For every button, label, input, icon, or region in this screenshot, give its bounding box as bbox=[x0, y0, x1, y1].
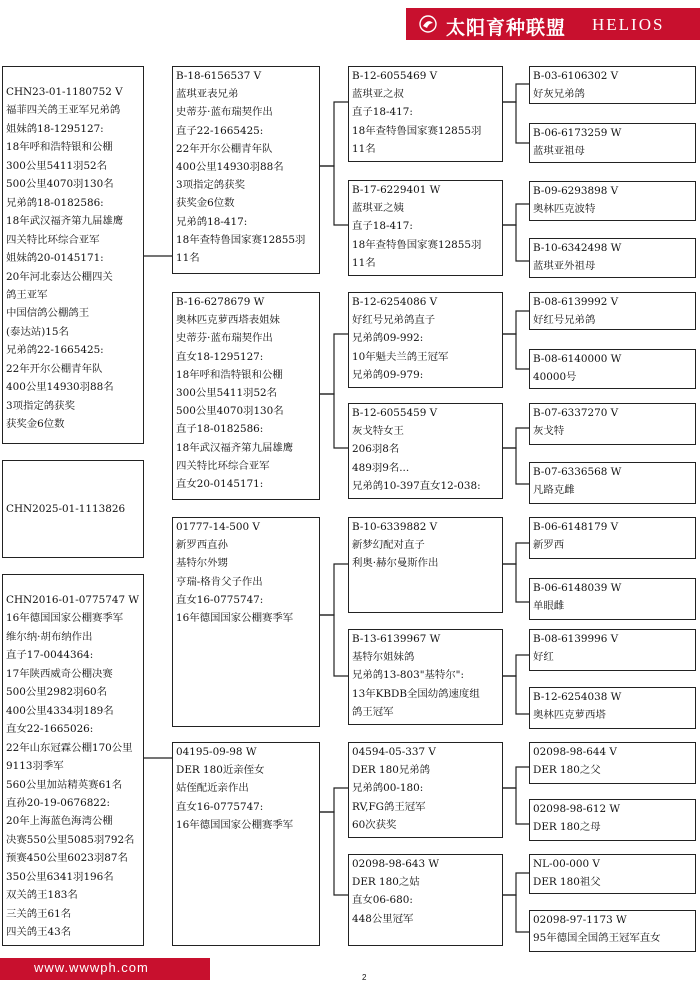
pedigree-line: 20年河北泰达公棚四关 bbox=[6, 270, 113, 283]
pedigree-box-dam-sire bbox=[172, 517, 320, 727]
pedigree-line: DER 180近亲侄女 bbox=[176, 764, 265, 777]
pedigree-line: NL-00-000 V bbox=[533, 858, 600, 870]
pedigree-line: 3项指定鸽获奖 bbox=[176, 179, 245, 192]
pedigree-line: B-07-6337270 V bbox=[533, 407, 619, 419]
pedigree-line: 01777-14-500 V bbox=[176, 521, 260, 533]
pedigree-line: 蓝琪亚表兄弟 bbox=[176, 88, 239, 101]
pedigree-box-gen4-10 bbox=[529, 578, 696, 620]
pedigree-line: B-06-6173259 W bbox=[533, 127, 622, 139]
pedigree-line: 18年查特鲁国家赛12855羽 bbox=[352, 238, 482, 251]
pedigree-line: RV,FG鸽王冠军 bbox=[352, 800, 426, 813]
pedigree-line: 直子18-417: bbox=[352, 220, 413, 233]
pedigree-box-gen3-5 bbox=[348, 517, 503, 613]
pedigree-line: B-12-6055459 V bbox=[352, 407, 438, 419]
pedigree-line: 四关鸽王43名 bbox=[6, 926, 72, 939]
pedigree-line: 直女16-0775747: bbox=[176, 800, 264, 813]
pedigree-line: 3项指定鸽获奖 bbox=[6, 399, 75, 412]
pedigree-line: 350公里6341羽196名 bbox=[6, 870, 114, 883]
pedigree-line: 02098-98-612 W bbox=[533, 803, 621, 815]
pedigree-line: 22年山东冠霖公棚170公里 bbox=[6, 741, 133, 754]
pedigree-box-gen4-8 bbox=[529, 462, 696, 504]
pedigree-line: 60次获奖 bbox=[352, 818, 397, 831]
pedigree-line: DER 180兄弟鸽 bbox=[352, 764, 431, 777]
pedigree-line: 史蒂芬·蓝布瑞契作出 bbox=[176, 106, 273, 119]
pedigree-line: 获奖金6位数 bbox=[176, 197, 235, 210]
pedigree-line: B-06-6148039 W bbox=[533, 582, 622, 594]
footer-bar bbox=[0, 958, 210, 980]
pedigree-line: 基特尔姐妹鸽 bbox=[352, 651, 415, 664]
pedigree-line: 11名 bbox=[352, 256, 376, 269]
page-number: 2 bbox=[362, 973, 367, 982]
pedigree-line: 11名 bbox=[176, 252, 200, 265]
pedigree-line: 兄弟鸽18-0182586: bbox=[6, 196, 104, 209]
pedigree-box-gen4-2 bbox=[529, 123, 696, 163]
pedigree-line: 姑侄配近亲作出 bbox=[176, 782, 249, 795]
pedigree-line: 直女18-1295127: bbox=[176, 350, 264, 363]
pedigree-box-gen4-5 bbox=[529, 292, 696, 330]
pedigree-box-gen4-14 bbox=[529, 799, 696, 841]
pedigree-line: 蓝琪亚外祖母 bbox=[533, 260, 596, 273]
pedigree-line: 22年开尔公棚青年队 bbox=[6, 362, 103, 375]
pedigree-line: 四关特比环综合亚军 bbox=[176, 459, 270, 472]
pedigree-box-gen3-4 bbox=[348, 403, 503, 499]
pedigree-line: B-08-6139996 V bbox=[533, 633, 619, 645]
pedigree-box-gen4-11 bbox=[529, 629, 696, 671]
pedigree-line: (泰达站)15名 bbox=[6, 325, 69, 338]
pedigree-line: DER 180祖父 bbox=[533, 876, 601, 889]
pedigree-line: 16年德国国家公棚赛季军 bbox=[176, 818, 294, 831]
pedigree-line: 18年呼和浩特银和公棚 bbox=[176, 368, 283, 381]
pedigree-line: 凡路克雌 bbox=[533, 484, 575, 497]
pedigree-line: DER 180之姑 bbox=[352, 876, 420, 889]
pedigree-box-subject bbox=[2, 460, 144, 558]
pedigree-box-gen3-6 bbox=[348, 629, 503, 725]
pedigree-line: 400公里14930羽88名 bbox=[176, 161, 284, 174]
pedigree-line: DER 180之父 bbox=[533, 764, 601, 777]
pedigree-line: 206羽8名 bbox=[352, 443, 400, 456]
pedigree-line: 三关鸽王61名 bbox=[6, 907, 72, 920]
pedigree-line: 姐妹鸽18-1295127: bbox=[6, 122, 104, 135]
pedigree-line: 直女16-0775747: bbox=[176, 593, 264, 606]
pedigree-line: 直子17-0044364: bbox=[6, 649, 94, 662]
pedigree-line: 448公里冠军 bbox=[352, 912, 414, 925]
pedigree-line: 400公里14930羽88名 bbox=[6, 381, 114, 394]
pedigree-line: 400公里4334羽189名 bbox=[6, 704, 114, 717]
pedigree-line: 16年德国国家公棚赛季军 bbox=[6, 612, 124, 625]
pedigree-line: 新罗西直孙 bbox=[176, 539, 228, 552]
pedigree-box-dam-dam bbox=[172, 742, 320, 946]
pedigree-line: 新梦幻配对直子 bbox=[352, 539, 425, 552]
pedigree-line: B-06-6148179 V bbox=[533, 521, 619, 533]
pedigree-line: CHN23-01-1180752 V bbox=[6, 86, 123, 98]
pedigree-line: 兄弟鸽13-803"基特尔": bbox=[352, 669, 464, 682]
pedigree-line: 兄弟鸽09-979: bbox=[352, 368, 424, 381]
pedigree-line: 姐妹鸽20-0145171: bbox=[6, 252, 104, 265]
pedigree-line: 直子18-417: bbox=[352, 106, 413, 119]
pedigree-box-subject-dam bbox=[2, 574, 144, 946]
pedigree-line: 维尔纳·胡布纳作出 bbox=[6, 630, 93, 643]
pedigree-line: 18年武汉福齐第九届雄鹰 bbox=[176, 441, 294, 454]
pedigree-line: 好红号兄弟鸽 bbox=[533, 314, 596, 327]
pedigree-line: B-17-6229401 W bbox=[352, 184, 441, 196]
pedigree-line: B-07-6336568 W bbox=[533, 466, 622, 478]
pedigree-line: 17年陕西威奇公棚决赛 bbox=[6, 667, 113, 680]
pedigree-box-gen4-3 bbox=[529, 181, 696, 221]
pedigree-line: 300公里5411羽52名 bbox=[176, 387, 278, 400]
pedigree-line: 直女06-680: bbox=[352, 894, 413, 907]
pedigree-line: 直子18-0182586: bbox=[176, 423, 264, 436]
pedigree-line: 鸽王冠军 bbox=[352, 705, 394, 718]
pedigree-line: 福菲四关鸽王亚军兄弟鸽 bbox=[6, 104, 121, 117]
pedigree-line: 9113羽季军 bbox=[6, 760, 64, 773]
pedigree-line: 40000号 bbox=[533, 371, 577, 384]
pedigree-line: B-08-6139992 V bbox=[533, 296, 619, 308]
pedigree-line: 获奖金6位数 bbox=[6, 418, 65, 431]
pedigree-line: 好灰兄弟鸽 bbox=[533, 88, 585, 101]
pedigree-line: B-10-6339882 V bbox=[352, 521, 438, 533]
pedigree-line: 决赛550公里5085羽792名 bbox=[6, 833, 135, 846]
pedigree-line: 500公里4070羽130名 bbox=[176, 405, 284, 418]
pedigree-box-gen3-7 bbox=[348, 742, 503, 838]
pedigree-line: 02098-98-643 W bbox=[352, 858, 440, 870]
pedigree-line: 18年武汉福齐第九届雄鹰 bbox=[6, 215, 124, 228]
pedigree-line: 300公里5411羽52名 bbox=[6, 159, 108, 172]
pedigree-line: B-12-6055469 V bbox=[352, 70, 438, 82]
pedigree-box-sire-dam bbox=[172, 292, 320, 500]
pedigree-line: 好红号兄弟鸽直子 bbox=[352, 314, 436, 327]
pedigree-line: B-16-6278679 W bbox=[176, 296, 265, 308]
pedigree-line: 18年呼和浩特银和公棚 bbox=[6, 141, 113, 154]
pedigree-line: CHN2025-01-1113826 bbox=[6, 502, 126, 515]
pedigree-line: 双关鸽王183名 bbox=[6, 889, 78, 902]
pedigree-line: 基特尔外甥 bbox=[176, 557, 228, 570]
pedigree-line: 好红 bbox=[533, 651, 554, 664]
pedigree-line: 灰戈特女王 bbox=[352, 425, 404, 438]
pedigree-box-gen3-1 bbox=[348, 66, 503, 162]
pedigree-line: 18年查特鲁国家赛12855羽 bbox=[176, 233, 306, 246]
pedigree-line: 18年查特鲁国家赛12855羽 bbox=[352, 124, 482, 137]
pedigree-line: 02098-98-644 V bbox=[533, 746, 617, 758]
pedigree-line: B-13-6139967 W bbox=[352, 633, 441, 645]
pedigree-box-gen3-8 bbox=[348, 854, 503, 946]
pedigree-line: 95年德国全国鸽王冠军直女 bbox=[533, 932, 661, 945]
pedigree-line: 奥林匹克波特 bbox=[533, 203, 596, 216]
pedigree-line: 兄弟鸽09-992: bbox=[352, 332, 424, 345]
pedigree-line: B-08-6140000 W bbox=[533, 353, 622, 365]
pedigree-line: 灰戈特 bbox=[533, 425, 565, 438]
pedigree-line: 史蒂芬·蓝布瑞契作出 bbox=[176, 332, 273, 345]
pedigree-line: 直子22-1665425: bbox=[176, 124, 264, 137]
pedigree-line: 中国信鸽公棚鸽王 bbox=[6, 307, 90, 320]
pedigree-line: 04195-09-98 W bbox=[176, 746, 257, 758]
pedigree-line: 02098-97-1173 W bbox=[533, 914, 627, 926]
pedigree-line: 单眼雌 bbox=[533, 600, 565, 613]
pedigree-line: B-12-6254086 V bbox=[352, 296, 438, 308]
pedigree-line: 560公里加站精英赛61名 bbox=[6, 778, 123, 791]
pedigree-line: 新罗西 bbox=[533, 539, 565, 552]
pedigree-box-gen4-16 bbox=[529, 910, 696, 952]
pedigree-line: 22年开尔公棚青年队 bbox=[176, 142, 273, 155]
pedigree-line: 兄弟鸽22-1665425: bbox=[6, 344, 104, 357]
pedigree-line: 兄弟鸽10-397直女12-038: bbox=[352, 479, 481, 492]
pedigree-box-gen4-6 bbox=[529, 349, 696, 389]
pedigree-line: 亨瑞-格肯父子作出 bbox=[176, 575, 263, 588]
pedigree-box-gen4-4 bbox=[529, 238, 696, 278]
pedigree-line: B-18-6156537 V bbox=[176, 70, 262, 82]
pedigree-line: 奥林匹克萝西塔表姐妹 bbox=[176, 314, 280, 327]
pedigree-line: DER 180之母 bbox=[533, 821, 601, 834]
pedigree-box-gen4-7 bbox=[529, 403, 696, 445]
pedigree-box-gen4-1 bbox=[529, 66, 696, 104]
pedigree-line: 利奥·赫尔曼斯作出 bbox=[352, 557, 439, 570]
pedigree-line: 04594-05-337 V bbox=[352, 746, 436, 758]
footer-url[interactable]: www.wwwph.com bbox=[34, 960, 149, 975]
pedigree-box-gen4-15 bbox=[529, 854, 696, 894]
pedigree-box-gen4-13 bbox=[529, 742, 696, 784]
pedigree-line: 11名 bbox=[352, 142, 376, 155]
pedigree-line: 489羽9名... bbox=[352, 461, 410, 474]
pedigree-line: 13年KBDB全国幼鸽速度组 bbox=[352, 687, 480, 700]
pedigree-line: 直女22-1665026: bbox=[6, 723, 94, 736]
pedigree-line: 鸽王亚军 bbox=[6, 288, 48, 301]
pedigree-line: 兄弟鸽18-417: bbox=[176, 215, 248, 228]
pedigree-line: 直女20-0145171: bbox=[176, 478, 264, 491]
pedigree-box-gen3-3 bbox=[348, 292, 503, 388]
pedigree-line: 兄弟鸽00-180: bbox=[352, 782, 424, 795]
pedigree-box-gen3-2 bbox=[348, 180, 503, 276]
pedigree-line: 20年上海蓝色海湾公棚 bbox=[6, 815, 113, 828]
pedigree-box-gen4-9 bbox=[529, 517, 696, 559]
pedigree-line: B-10-6342498 W bbox=[533, 242, 622, 254]
brand-name-en: HELIOS bbox=[592, 15, 665, 34]
brand-name-cn: 太阳育种联盟 bbox=[446, 17, 567, 39]
pedigree-box-subject-sire bbox=[2, 66, 144, 444]
pedigree-box-gen4-12 bbox=[529, 687, 696, 729]
pedigree-line: B-03-6106302 V bbox=[533, 70, 619, 82]
pedigree-line: CHN2016-01-0775747 W bbox=[6, 594, 140, 606]
pedigree-line: 预赛450公里6023羽87名 bbox=[6, 852, 128, 865]
pedigree-line: 16年德国国家公棚赛季军 bbox=[176, 612, 294, 625]
pedigree-line: 奥林匹克萝西塔 bbox=[533, 709, 606, 722]
pedigree-line: 直孙20-19-0676822: bbox=[6, 796, 111, 809]
pedigree-line: 四关特比环综合亚军 bbox=[6, 233, 100, 246]
pedigree-line: 10年魁夫兰鸽王冠军 bbox=[352, 350, 449, 363]
pedigree-line: B-09-6293898 V bbox=[533, 185, 619, 197]
pedigree-line: B-12-6254038 W bbox=[533, 691, 622, 703]
pedigree-line: 蓝琪亚之叔 bbox=[352, 88, 404, 101]
pedigree-box-sire-sire bbox=[172, 66, 320, 274]
pedigree-line: 蓝琪亚之姨 bbox=[352, 202, 404, 215]
pedigree-line: 500公里4070羽130名 bbox=[6, 178, 114, 191]
pedigree-line: 蓝琪亚祖母 bbox=[533, 145, 585, 158]
pedigree-line: 500公里2982羽60名 bbox=[6, 686, 108, 699]
